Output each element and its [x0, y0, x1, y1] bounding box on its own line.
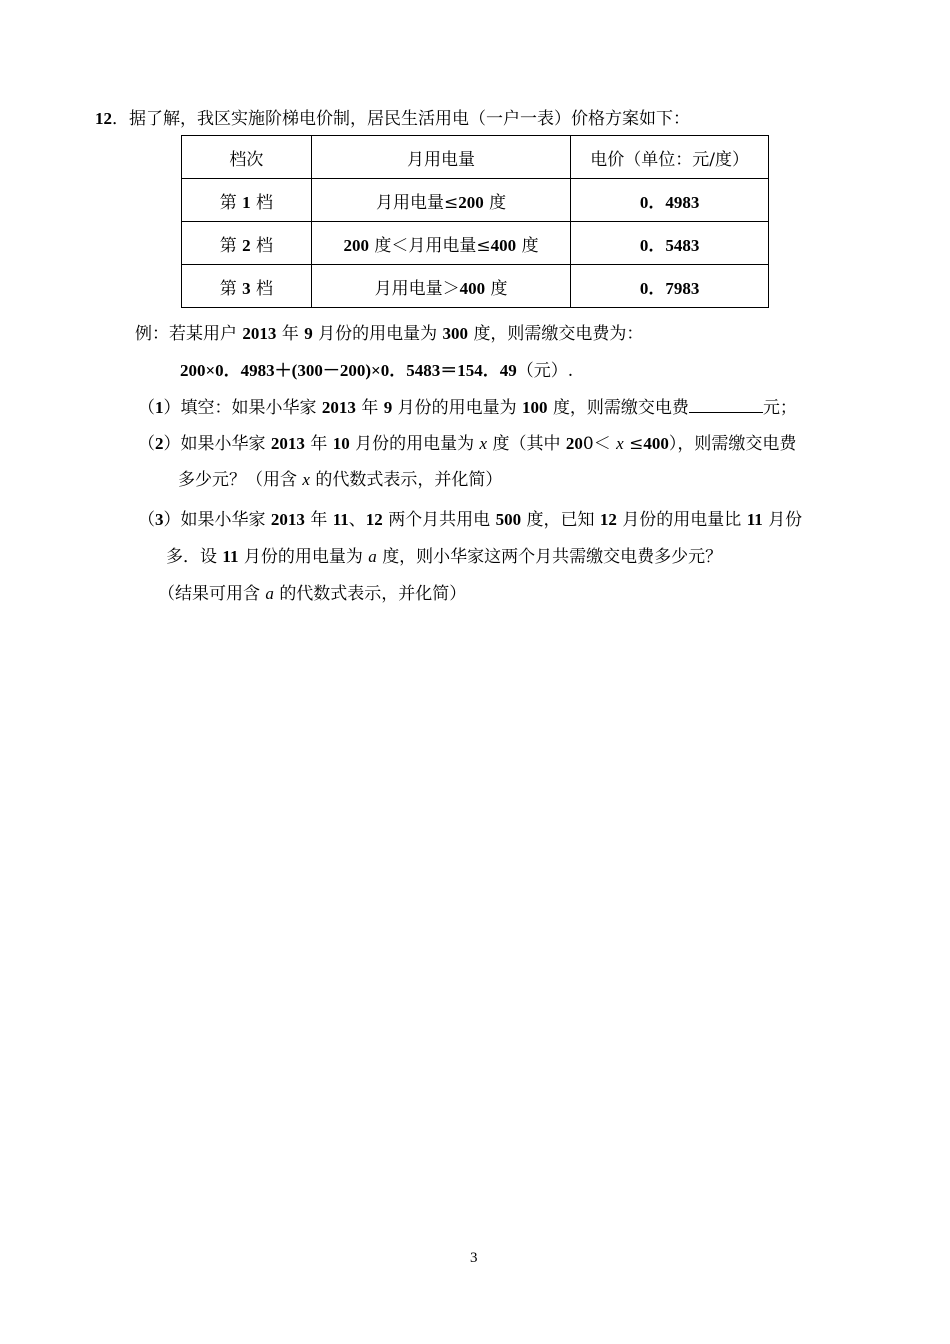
page-number: 3 [470, 1250, 478, 1266]
header-tier: 档次 [182, 136, 312, 179]
part-1: （1）填空：如果小华家 2013 年 9 月份的用电量为 100 度，则需缴交电费 元； [138, 398, 797, 418]
example-line: 例：若某用户 2013 年 9 月份的用电量为 300 度，则需缴交电费为： [135, 324, 644, 344]
price-cell: 0．5483 [571, 222, 769, 265]
part-3-line-3: （结果可用含 a 的代数式表示，并化简） [158, 584, 467, 604]
header-usage: 月用电量 [311, 136, 571, 179]
usage-cell: 200 度＜月用电量≤400 度 [311, 222, 571, 265]
answer-blank[interactable] [689, 396, 763, 413]
tier-cell: 第 3 档 [182, 265, 312, 308]
usage-cell: 月用电量＞400 度 [311, 265, 571, 308]
table-row [182, 265, 769, 308]
price-table [181, 135, 769, 308]
table-row [182, 179, 769, 222]
usage-cell: 月用电量≤200 度 [311, 179, 571, 222]
part-2-line-1: （2）如果小华家 2013 年 10 月份的用电量为 x 度（其中 200＜ x ≤400），则需缴交电费 [138, 434, 797, 454]
table-header-row [182, 136, 769, 179]
header-price: 电价（单位：元/度） [571, 136, 769, 179]
table-row [182, 222, 769, 265]
tier-cell: 第 2 档 [182, 222, 312, 265]
tier-cell: 第 1 档 [182, 179, 312, 222]
part-2-line-2: 多少元？（用含 x 的代数式表示，并化简） [178, 470, 503, 490]
part-3-line-2: 多．设 11 月份的用电量为 a 度，则小华家这两个月共需缴交电费多少元？ [166, 547, 723, 567]
price-cell: 0．7983 [571, 265, 769, 308]
price-cell: 0．4983 [571, 179, 769, 222]
example-calculation: 200×0．4983＋(300－200)×0．5483＝154．49（元）. [180, 361, 574, 381]
question-intro: 12．据了解，我区实施阶梯电价制，居民生活用电（一户一表）价格方案如下： [95, 109, 690, 129]
part-3-line-1: （3）如果小华家 2013 年 11、12 两个月共用电 500 度，已知 12 月份的用电量比 11 月份 [138, 510, 803, 530]
question-number: 12 [95, 109, 112, 128]
